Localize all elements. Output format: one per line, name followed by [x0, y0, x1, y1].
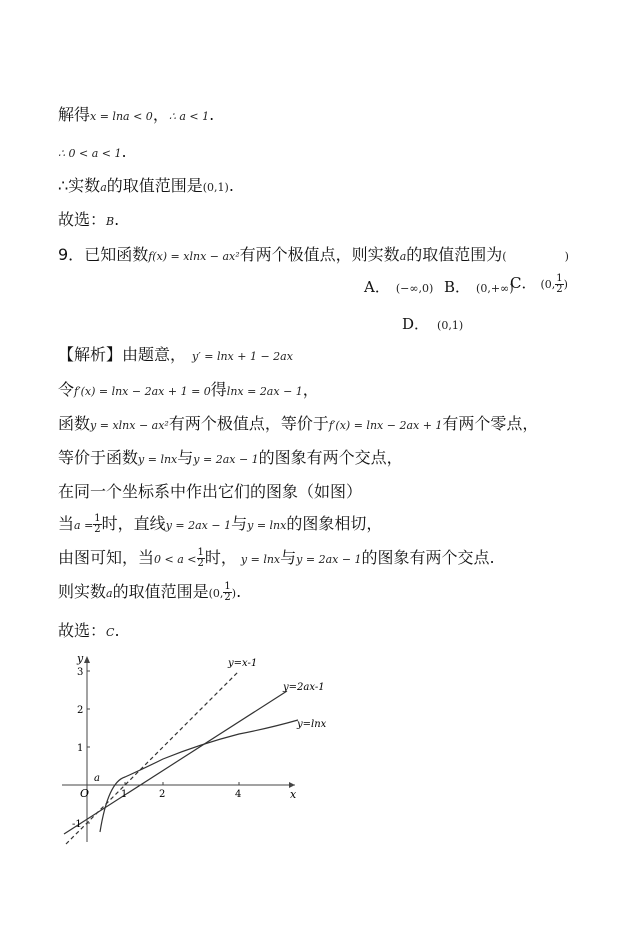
- function-graph: [55, 645, 345, 850]
- origin-label: O: [80, 787, 90, 800]
- y-tick-label: -1: [72, 819, 82, 830]
- option-c: C． (0, $\frac{1}{2}$ ): [510, 272, 568, 295]
- analysis-line-4: 等价于函数y = lnx与y = 2ax − 1的图象有两个交点，: [58, 448, 403, 467]
- log-curve-label: y=lnx: [297, 719, 327, 730]
- dashed-line-label: y=x-1: [228, 658, 258, 669]
- dashed-tangent-line: [66, 672, 238, 844]
- analysis-line-3: 函数y = xlnx − ax²有两个极值点，等价于f′(x) = lnx − 2ax + 1有两个零点，: [58, 414, 539, 433]
- question-number: 9．: [58, 245, 85, 264]
- answer-line-8: 故选：B.: [58, 210, 120, 229]
- x-tick-label: 1: [121, 789, 128, 800]
- analysis-line-1: 【解析】由题意， y′ = lnx + 1 − 2ax: [58, 345, 293, 364]
- option-b: B． (0,+∞): [444, 278, 514, 296]
- line-y-2ax-1: [64, 691, 287, 834]
- option-a: A． (−∞,0): [364, 278, 434, 296]
- a-label: a: [94, 773, 100, 784]
- solution-line-1: 解得x = lna < 0，∴ a < 1.: [58, 105, 215, 124]
- option-d: D． (0,1): [402, 315, 464, 333]
- x-axis-label: x: [290, 788, 297, 801]
- x-tick-label: 2: [159, 789, 166, 800]
- y-tick-label: 2: [77, 705, 84, 716]
- y-axis-label: y: [77, 652, 84, 665]
- y-tick-label: 3: [77, 667, 84, 678]
- fraction: $\frac{1}{2}$: [94, 513, 101, 535]
- fraction: $\frac{1}{2}$: [224, 581, 231, 603]
- fraction: $\frac{1}{2}$: [556, 272, 563, 295]
- analysis-line-2: 令f′(x) = lnx − 2ax + 1 = 0得lnx = 2ax − 1，: [58, 380, 319, 399]
- line-label: y=2ax-1: [283, 682, 325, 693]
- x-tick-label: 4: [235, 789, 242, 800]
- analysis-line-5: 在同一个坐标系中作出它们的图象（如图）: [58, 482, 363, 501]
- curve-y-lnx: [100, 720, 298, 832]
- answer-line-9: 故选：C.: [58, 621, 120, 640]
- solution-line-3: ∴实数a的取值范围是(0,1).: [58, 176, 234, 195]
- solution-line-2: ∴ 0 < a < 1.: [58, 142, 127, 161]
- y-tick-label: 1: [77, 743, 84, 754]
- analysis-line-6: 当a = $\frac{1}{2}$ 时，直线y = 2ax − 1与y = lnx的图象相切，: [58, 513, 383, 535]
- analysis-line-8: 则实数a的取值范围是(0, $\frac{1}{2}$ ).: [58, 581, 242, 603]
- analysis-line-7: 由图可知，当0 < a < $\frac{1}{2}$ 时， y = lnx与y = 2ax − 1的图象有两个交点.: [58, 547, 495, 569]
- y-axis-arrow: [84, 656, 90, 663]
- fraction: $\frac{1}{2}$: [197, 547, 204, 569]
- question-9: 9．已知函数f(x) = xlnx − ax²有两个极值点，则实数a的取值范围为( ): [58, 245, 569, 264]
